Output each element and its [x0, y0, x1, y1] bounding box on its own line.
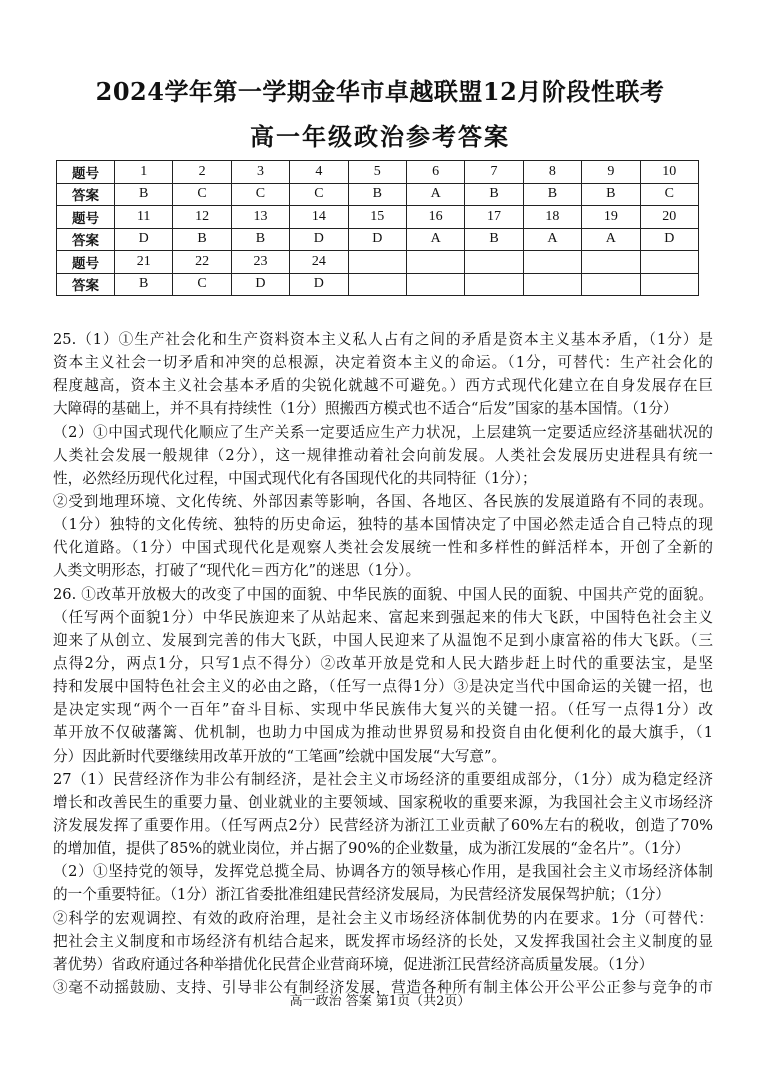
question-number-cell: 16 — [406, 206, 464, 229]
answer-cell: D — [115, 228, 173, 251]
answer-text-line: 点得2分，两点1分，只写1点不得分）②改革开放是党和人民大踏步赶上时代的重要法宝，是坚 — [53, 654, 713, 672]
answer-cell: B — [582, 183, 640, 206]
answer-text-line: 人类文明形态，打破了“现代化＝西方化”的迷思（1分）。 — [53, 562, 421, 580]
question-number-cell — [465, 251, 523, 274]
question-number-cell: 5 — [348, 161, 406, 184]
answer-text-line: 持和发展中国特色社会主义的必由之路，（任写一点得1分）③是决定当代中国命运的关键一招，也 — [53, 678, 713, 696]
answer-table-row — [57, 251, 699, 274]
document-title: 2024学年第一学期金华市卓越联盟12月阶段性联考 — [95, 77, 665, 106]
question-number-label: 题号 — [57, 251, 115, 274]
question-number-cell: 20 — [640, 206, 698, 229]
answer-text-line: 26. ①改革开放极大的改变了中国的面貌、中华民族的面貌、中国人民的面貌、中国共产党的面貌。 — [53, 585, 713, 603]
question-number-cell — [640, 251, 698, 274]
answer-cell: A — [523, 228, 581, 251]
question-number-cell — [523, 251, 581, 274]
question-number-cell: 18 — [523, 206, 581, 229]
answer-text-line: 迎来了从创立、发展到完善的伟大飞跃，中国人民迎来了从温饱不足到小康富裕的伟大飞跃。（三 — [53, 631, 713, 649]
answer-text-line: 程度越高，资本主义社会基本矛盾的尖锐化就越不可避免。）西方式现代化建立在自身发展存在巨 — [53, 377, 713, 395]
answer-table-row — [57, 161, 699, 184]
answer-label: 答案 — [57, 183, 115, 206]
question-number-cell: 13 — [231, 206, 289, 229]
question-number-cell: 14 — [290, 206, 348, 229]
answer-text-line: 著优势）省政府通过各种举措优化民营企业营商环境，促进浙江民营经济高质量发展。（1分） — [53, 955, 654, 973]
answer-cell: C — [290, 183, 348, 206]
answer-table-row — [57, 206, 699, 229]
answer-text-line: 增长和改善民生的重要力量、创业就业的主要领域、国家税收的重要来源，为我国社会主义市场经济 — [53, 793, 713, 811]
answer-text-line: （任写两个面貌1分）中华民族迎来了从站起来、富起来到强起来的伟大飞跃，中国特色社会主义 — [53, 608, 713, 626]
answer-table-row — [57, 183, 699, 206]
question-number-cell: 10 — [640, 161, 698, 184]
answer-text-line: 分）因此新时代要继续用改革开放的“工笔画”绘就中国发展“大写意”。 — [53, 747, 507, 765]
question-number-cell: 21 — [115, 251, 173, 274]
answer-text-line: （2）①中国式现代化顺应了生产关系一定要适应生产力状况，上层建筑一定要适应经济基础状况的 — [53, 423, 713, 441]
answer-cell — [582, 273, 640, 296]
page-footer: 高一政治 答案 第1页（共2页） — [289, 994, 471, 1009]
question-number-cell: 3 — [231, 161, 289, 184]
answer-text-line: 的一个重要特征。（1分）浙江省委批准组建民营经济发展局，为民营经济发展保驾护航；（1分） — [53, 886, 670, 904]
question-number-cell: 12 — [173, 206, 231, 229]
answer-text-line: 25.（1）①生产社会化和生产资料资本主义私人占有之间的矛盾是资本主义基本矛盾，（1分）是 — [53, 331, 713, 348]
answer-cell: B — [465, 228, 523, 251]
answer-table-row — [57, 228, 699, 251]
answer-cell — [465, 273, 523, 296]
answer-cell: D — [640, 228, 698, 251]
answer-cell: B — [348, 183, 406, 206]
answer-label: 答案 — [57, 273, 115, 296]
answer-cell: D — [348, 228, 406, 251]
answer-cell: D — [290, 273, 348, 296]
answer-cell: B — [465, 183, 523, 206]
question-number-cell: 17 — [465, 206, 523, 229]
question-number-cell: 11 — [115, 206, 173, 229]
question-number-cell: 8 — [523, 161, 581, 184]
answer-cell: A — [582, 228, 640, 251]
answer-text-line: 资本主义社会一切矛盾和冲突的总根源，决定着资本主义的命运。（1分，可替代：生产社会化的 — [53, 354, 713, 372]
answer-text-line: 性，必然经历现代化过程，中国式现代化有各国现代化的共同特征（1分）； — [53, 469, 537, 487]
question-number-cell: 2 — [173, 161, 231, 184]
answer-cell: C — [640, 183, 698, 206]
answer-text-line: 的增加值，提供了85%的就业岗位，并占据了90%的企业数量，成为浙江发展的“金名片”。（1分） — [53, 840, 690, 858]
answer-cell — [523, 273, 581, 296]
answer-text-line: （1分）独特的文化传统、独特的历史命运，独特的基本国情决定了中国必然走适合自己特点的现 — [53, 516, 713, 534]
answer-cell — [406, 273, 464, 296]
answer-text-line: 大障碍的基础上，并不具有持续性（1分）照搬西方模式也不适合“后发”国家的基本国情。（1分） — [53, 400, 678, 418]
answer-text-line: ②科学的宏观调控、有效的政府治理，是社会主义市场经济体制优势的内在要求。1分（可替代： — [53, 909, 713, 927]
answer-cell: B — [173, 228, 231, 251]
answer-text-line: 把社会主义制度和市场经济有机结合起来，既发挥市场经济的长处，又发挥我国社会主义制度的显 — [53, 932, 713, 950]
question-number-cell: 1 — [115, 161, 173, 184]
question-number-cell: 6 — [406, 161, 464, 184]
question-number-cell: 4 — [290, 161, 348, 184]
question-number-cell — [406, 251, 464, 274]
document-subtitle: 高一年级政治参考答案 — [250, 122, 510, 151]
answer-text-line: ②受到地理环境、文化传统、外部因素等影响，各国、各地区、各民族的发展道路有不同的表现。 — [53, 492, 713, 510]
answer-cell: A — [406, 183, 464, 206]
answer-cell: C — [231, 183, 289, 206]
question-number-cell: 9 — [582, 161, 640, 184]
question-number-cell: 15 — [348, 206, 406, 229]
question-number-cell: 22 — [173, 251, 231, 274]
answer-table — [56, 160, 699, 296]
answer-cell: C — [173, 183, 231, 206]
answer-text-line: 济发展发挥了重要作用。（任写两点2分）民营经济为浙江工业贡献了60%左右的税收，创造了70% — [53, 816, 713, 834]
answer-cell — [348, 273, 406, 296]
answer-body — [53, 328, 713, 999]
answer-text-line: 27（1）民营经济作为非公有制经济，是社会主义市场经济的重要组成部分，（1分）成为稳定经济 — [53, 770, 713, 788]
answer-cell: B — [115, 273, 173, 296]
answer-cell: D — [290, 228, 348, 251]
answer-text-line: 代化道路。（1分）中国式现代化是观察人类社会发展统一性和多样性的鲜活样本，开创了全新的 — [53, 539, 713, 557]
answer-label: 答案 — [57, 228, 115, 251]
question-number-cell: 7 — [465, 161, 523, 184]
answer-text-line: （2）①坚持党的领导，发挥党总揽全局、协调各方的领导核心作用，是我国社会主义市场经济体制 — [53, 863, 713, 881]
answer-cell: B — [523, 183, 581, 206]
question-number-label: 题号 — [57, 161, 115, 184]
answer-text-line: 革开放不仅破藩篱、优机制，也助力中国成为推动世界贸易和投资自由化便利化的最大旗手，（1 — [53, 724, 713, 742]
question-number-label: 题号 — [57, 206, 115, 229]
question-number-cell: 19 — [582, 206, 640, 229]
answer-table-row — [57, 273, 699, 296]
question-number-cell: 24 — [290, 251, 348, 274]
answer-cell: B — [115, 183, 173, 206]
answer-text-line: ③毫不动摇鼓励、支持、引导非公有制经济发展，营造各种所有制主体公开公平公正参与竞争的市 — [53, 978, 713, 996]
answer-text-line: 人类社会发展一般规律（2分），这一规律推动着社会向前发展。人类社会发展历史进程具有统一 — [53, 446, 713, 464]
answer-cell: D — [231, 273, 289, 296]
question-number-cell — [582, 251, 640, 274]
question-number-cell — [348, 251, 406, 274]
answer-cell: B — [231, 228, 289, 251]
answer-text-line: 是决定实现“两个一百年”奋斗目标、实现中华民族伟大复兴的关键一招。（任写一点得1分）改 — [53, 701, 713, 719]
answer-cell — [640, 273, 698, 296]
answer-cell: C — [173, 273, 231, 296]
question-number-cell: 23 — [231, 251, 289, 274]
answer-cell: A — [406, 228, 464, 251]
